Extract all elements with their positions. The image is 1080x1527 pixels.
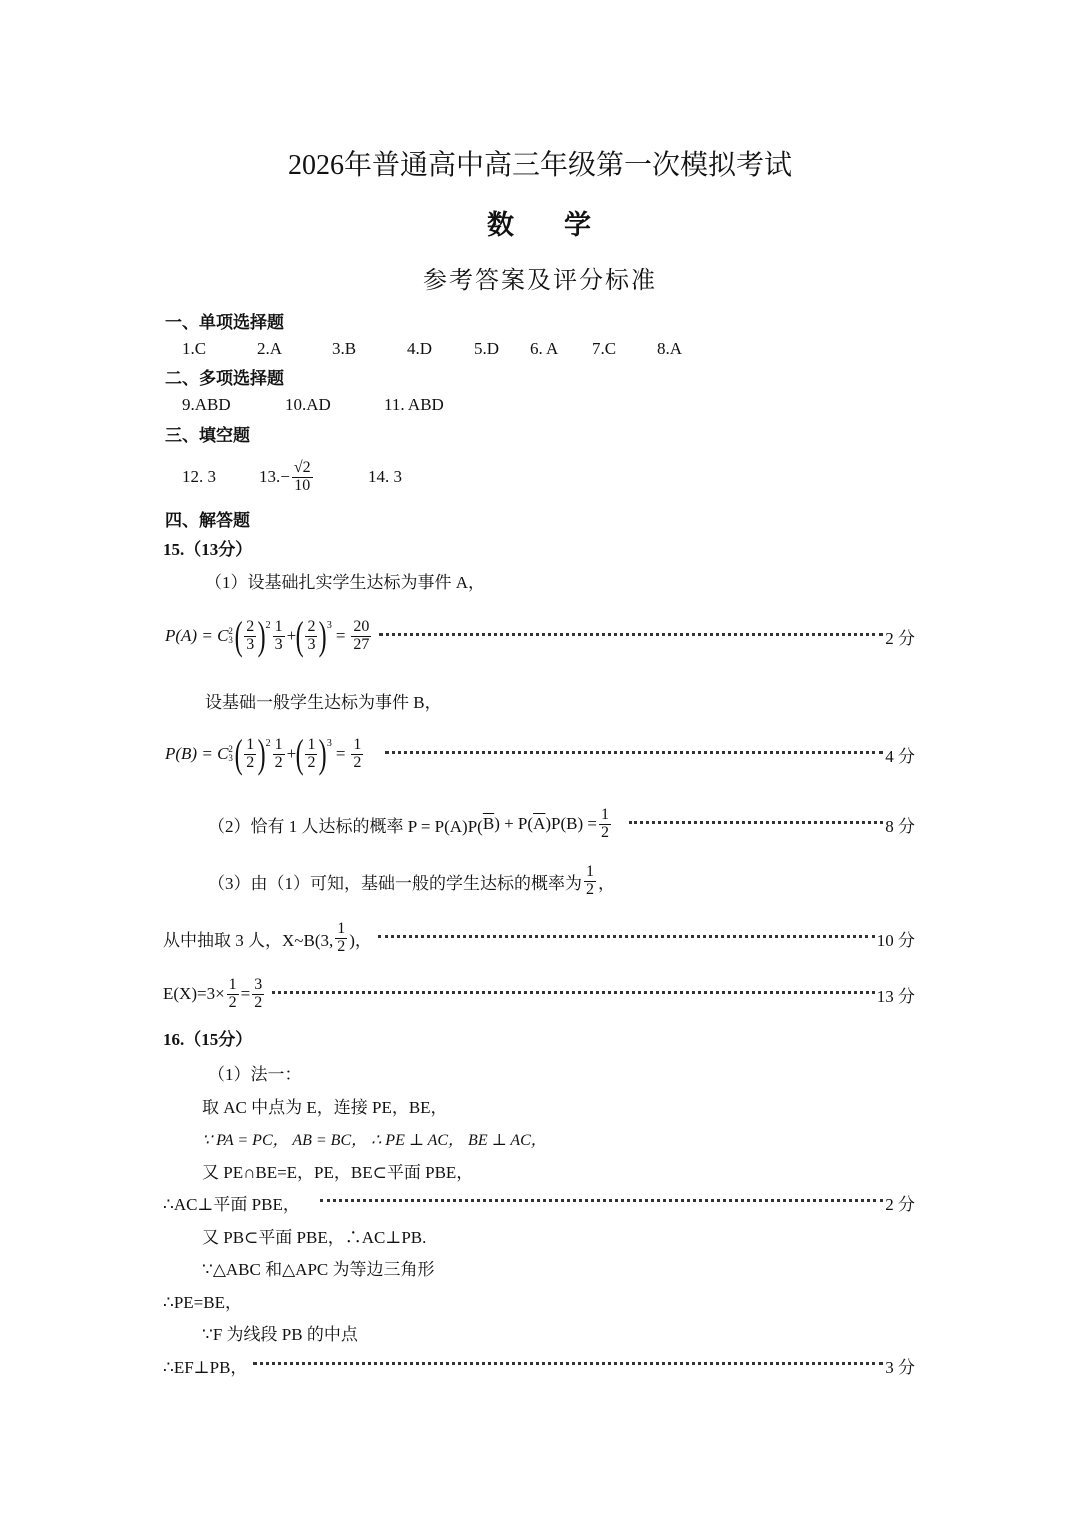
dot-leader — [320, 1199, 883, 1202]
math: $\overline{B}$ — [482, 814, 495, 833]
sub: 3 — [228, 753, 233, 763]
dot-leader — [629, 821, 883, 824]
answer: 10.AD — [285, 395, 331, 414]
op: = — [335, 626, 346, 645]
fraction — [273, 737, 285, 772]
exp: 3 — [326, 620, 332, 631]
section-heading: 二、多项选择题 — [165, 368, 284, 388]
score: 2 分 — [885, 628, 915, 648]
question-label: 15.（13分） — [163, 539, 253, 559]
num: 2 — [307, 617, 316, 635]
text: （3）由（1）可知，基础一般的学生达标的概率为 — [208, 873, 582, 893]
den: 3 — [307, 635, 316, 653]
sub: 3 — [228, 635, 233, 645]
num: 1 — [586, 862, 594, 880]
den: 2 — [600, 823, 609, 841]
text: E(X)=3× — [163, 984, 225, 1003]
subject-char: 学 — [564, 209, 593, 240]
num: 1 — [274, 735, 283, 753]
dot-leader — [272, 991, 874, 994]
answer: 2.A — [257, 339, 283, 358]
num: 3 — [254, 975, 263, 993]
text-line: ∵F 为线段 PB 的中点 — [202, 1324, 358, 1344]
fraction — [599, 807, 611, 842]
text-line: 设基础一般学生达标为事件 B， — [205, 692, 442, 712]
text-line: 又 PE∩BE=E，PE，BE⊂平面 PBE， — [202, 1162, 474, 1182]
paren: ( — [295, 613, 304, 658]
answer: 12. 3 — [182, 467, 216, 486]
den: 27 — [353, 635, 370, 653]
den: 2 — [228, 993, 237, 1011]
score: 3 分 — [885, 1357, 915, 1377]
proof-line — [163, 1350, 915, 1380]
answer: 4.D — [407, 339, 433, 358]
op: = — [335, 744, 346, 763]
answer: 1.C — [182, 339, 207, 358]
fraction — [252, 977, 264, 1012]
text-line: 取 AC 中点为 E，连接 PE，BE， — [202, 1097, 448, 1117]
numerator: √2 — [293, 458, 311, 476]
fraction — [273, 619, 285, 654]
fraction — [244, 737, 256, 772]
fraction — [244, 619, 256, 654]
text: （2）恰有 1 人达标的概率 P = P(A)P( — [208, 816, 483, 836]
comb-index — [228, 745, 233, 763]
text: ) + P( — [494, 814, 534, 833]
den: 2 — [586, 880, 594, 898]
denominator: 10 — [294, 476, 311, 494]
math: P(B) = C — [165, 744, 229, 763]
answer: 8.A — [657, 339, 683, 358]
answer: 6. A — [530, 339, 559, 358]
sup: 2 — [228, 744, 233, 754]
fraction — [584, 864, 596, 899]
den: 3 — [274, 635, 283, 653]
answer: 3.B — [332, 339, 357, 358]
op: + — [286, 626, 297, 645]
text: 从中抽取 3 人，X~B(3, — [163, 930, 334, 950]
answer: 9.ABD — [182, 395, 231, 414]
score: 10 分 — [876, 930, 915, 950]
sup: 2 — [228, 626, 233, 636]
num: 20 — [353, 617, 370, 635]
binomial-line — [163, 920, 915, 956]
num: 1 — [246, 735, 255, 753]
fraction — [305, 619, 317, 654]
question-label: 16.（15分） — [163, 1029, 253, 1049]
num: 1 — [353, 735, 362, 753]
part-2 — [208, 806, 915, 842]
paren: ) — [257, 731, 266, 776]
formula-pb — [165, 731, 915, 776]
text: ∴EF⊥PB， — [163, 1357, 248, 1377]
paren: ) — [319, 613, 328, 658]
paren: ( — [295, 731, 304, 776]
subject-char: 数 — [487, 209, 516, 240]
section-heading: 四、解答题 — [165, 510, 250, 530]
part-3 — [208, 863, 615, 899]
fraction — [292, 460, 313, 495]
expectation-line — [163, 976, 915, 1012]
label: 13. — [259, 467, 281, 486]
paren: ) — [319, 731, 328, 776]
proof-line — [163, 1187, 915, 1217]
paren: ( — [234, 613, 243, 658]
dot-leader — [379, 633, 883, 636]
doc-subtitle: 参考答案及评分标准 — [423, 267, 657, 294]
text: ， — [598, 873, 615, 893]
paren: ) — [257, 613, 266, 658]
dot-leader — [253, 1362, 883, 1365]
formula-pa — [165, 613, 915, 658]
num: 1 — [274, 617, 283, 635]
score: 4 分 — [885, 746, 915, 766]
den: 2 — [353, 753, 362, 771]
exp: 2 — [265, 620, 271, 631]
score: 8 分 — [885, 816, 915, 836]
math: P(A) = C — [165, 626, 229, 645]
text-line: （1）设基础扎实学生达标为事件 A， — [205, 572, 486, 592]
answer-13 — [259, 458, 315, 494]
score: 13 分 — [876, 986, 915, 1006]
exp: 3 — [326, 738, 332, 749]
comb-index — [228, 627, 233, 645]
answer: 14. 3 — [368, 467, 402, 486]
score: 2 分 — [885, 1194, 915, 1214]
dot-leader — [385, 751, 883, 754]
den: 2 — [274, 753, 283, 771]
num: 1 — [228, 975, 237, 993]
answer: 7.C — [592, 339, 617, 358]
op: + — [286, 744, 297, 763]
subject-title — [0, 207, 1080, 240]
answer: 11. ABD — [384, 395, 444, 414]
math: $\overline{A}$ — [533, 814, 546, 833]
num: 1 — [337, 919, 346, 937]
num: 1 — [307, 735, 316, 753]
den: 3 — [246, 635, 255, 653]
sign: − — [280, 467, 290, 486]
text-line: ∵△ABC 和△APC 为等边三角形 — [202, 1259, 435, 1279]
text: ∴AC⊥平面 PBE， — [163, 1194, 300, 1214]
paren: ( — [234, 731, 243, 776]
fraction — [335, 921, 347, 956]
op: = — [240, 984, 251, 1003]
fraction — [227, 977, 239, 1012]
text-line: ∵ PA = PC， AB = BC， ∴ PE ⊥ AC， BE ⊥ AC， — [202, 1131, 547, 1149]
den: 2 — [307, 753, 316, 771]
text: )， — [349, 930, 372, 950]
section-heading: 三、填空题 — [165, 425, 250, 445]
section-heading: 一、单项选择题 — [165, 312, 284, 332]
num: 2 — [246, 617, 255, 635]
exp: 2 — [265, 738, 271, 749]
text-line: （1）法一： — [208, 1064, 302, 1084]
text-line: ∴PE=BE， — [163, 1292, 242, 1312]
text: )P(B) = — [545, 814, 597, 833]
fraction — [351, 737, 363, 772]
fraction — [305, 737, 317, 772]
den: 2 — [254, 993, 263, 1011]
fraction — [351, 619, 371, 654]
num: 1 — [600, 805, 609, 823]
doc-title: 2026年普通高中高三年级第一次模拟考试 — [287, 150, 792, 181]
answer: 5.D — [474, 339, 500, 358]
text-line: 又 PB⊂平面 PBE，∴AC⊥PB. — [202, 1227, 427, 1247]
den: 2 — [337, 937, 346, 955]
den: 2 — [246, 753, 255, 771]
dot-leader — [378, 935, 875, 938]
